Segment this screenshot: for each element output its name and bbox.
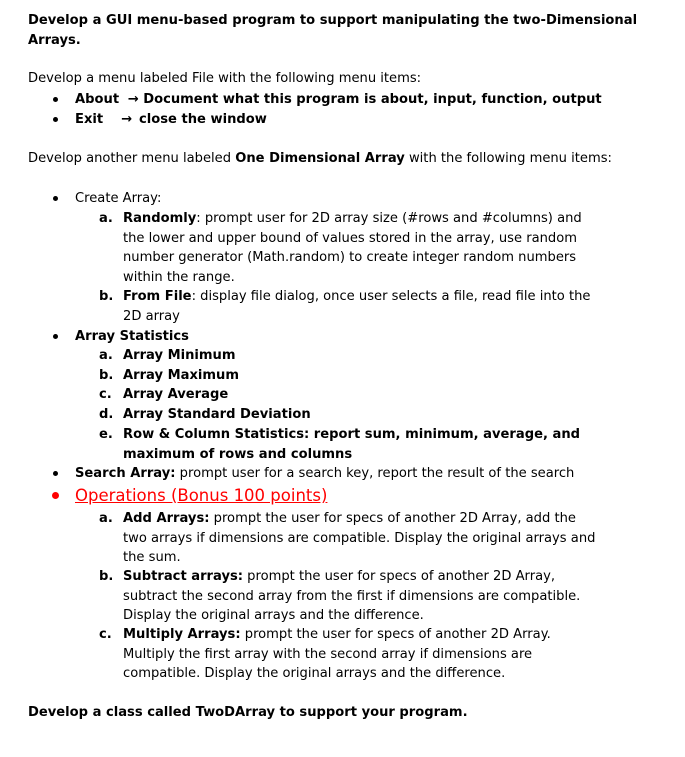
search-array-text: prompt user for a search key, report the result of the search: [175, 466, 575, 481]
file-menu-item-about: [75, 90, 602, 110]
add-arrays-text: prompt the user for specs of another 2D Array, add the two arrays if dimensions are compatible. Display the original arrays and the sum.: [123, 511, 596, 565]
stat-item: Array Minimum: [123, 348, 236, 363]
exit-desc: close the window: [139, 112, 267, 127]
create-array-from-file: [123, 287, 605, 326]
list-marker: a.: [99, 511, 113, 526]
from-file-label: From File: [123, 289, 192, 304]
stat-item: Row & Column Statistics: report sum, minimum, average, and maximum of rows and columns: [123, 427, 581, 462]
operations-subtract: [123, 567, 603, 626]
bullet-icon: [53, 97, 58, 102]
list-marker: b.: [99, 569, 114, 584]
list-marker: c.: [99, 387, 112, 402]
from-file-text: : display file dialog, once user selects a file, read file into the 2D array: [123, 289, 591, 324]
array-menu-name: One Dimensional Array: [235, 151, 405, 166]
add-arrays-label: Add Arrays:: [123, 511, 210, 526]
operations-multiply: [123, 625, 605, 684]
list-marker: e.: [99, 427, 113, 442]
stat-item: Array Maximum: [123, 368, 239, 383]
operations-title: Operations (Bonus 100 points): [75, 486, 328, 505]
search-array-label: Search Array:: [75, 466, 176, 481]
operations-add: [123, 509, 603, 568]
bullet-icon: [53, 471, 58, 476]
list-marker: a.: [99, 348, 113, 363]
array-menu-intro-prefix: Develop another menu labeled: [28, 151, 236, 166]
about-label: About: [75, 92, 120, 107]
array-statistics-title: Array Statistics: [75, 329, 189, 344]
bullet-icon: [53, 196, 58, 201]
array-menu-intro-suffix: with the following menu items:: [404, 151, 612, 166]
list-marker: c.: [99, 627, 112, 642]
footer-text: Develop a class called TwoDArray to support your program.: [28, 705, 468, 720]
file-menu-item-exit: [75, 110, 267, 130]
create-array-title: Create Array:: [75, 191, 162, 206]
search-array-item: [75, 464, 574, 484]
multiply-arrays-label: Multiply Arrays:: [123, 627, 241, 642]
randomly-text: : prompt user for 2D array size (#rows and #columns) and the lower and upper bound of values stored in the array, use random number generator (Math.random) to create integer random numbers within the range.: [123, 211, 582, 285]
bullet-icon: [53, 117, 58, 122]
exit-label: Exit: [75, 112, 104, 127]
list-marker: b.: [99, 289, 114, 304]
arrow-right-icon: →: [121, 112, 132, 127]
multiply-arrays-text: prompt the user for specs of another 2D Array. Multiply the first array with the second array if dimensions are compatible. Display the original arrays and the difference.: [123, 627, 551, 681]
list-marker: a.: [99, 211, 113, 226]
array-menu-intro: [28, 149, 612, 169]
randomly-label: Randomly: [123, 211, 197, 226]
list-marker: b.: [99, 368, 114, 383]
file-menu-intro: Develop a menu labeled File with the following menu items:: [28, 71, 422, 86]
list-marker: d.: [99, 407, 114, 422]
bullet-icon: [52, 492, 59, 499]
about-desc: Document what this program is about, input, function, output: [143, 92, 602, 107]
create-array-randomly: [123, 209, 605, 287]
intro-line-1: Develop a GUI menu-based program to support manipulating the two-Dimensional: [28, 13, 638, 28]
arrow-right-icon: →: [127, 92, 139, 107]
bullet-icon: [53, 334, 58, 339]
stat-item: Array Average: [123, 387, 229, 402]
stat-item: Array Standard Deviation: [123, 407, 311, 422]
intro-line-2: Arrays.: [28, 33, 81, 48]
subtract-arrays-label: Subtract arrays:: [123, 569, 244, 584]
subtract-arrays-text: prompt the user for specs of another 2D Array, subtract the second array from the first if dimensions are compatible. Display the original arrays and the difference.: [123, 569, 581, 623]
